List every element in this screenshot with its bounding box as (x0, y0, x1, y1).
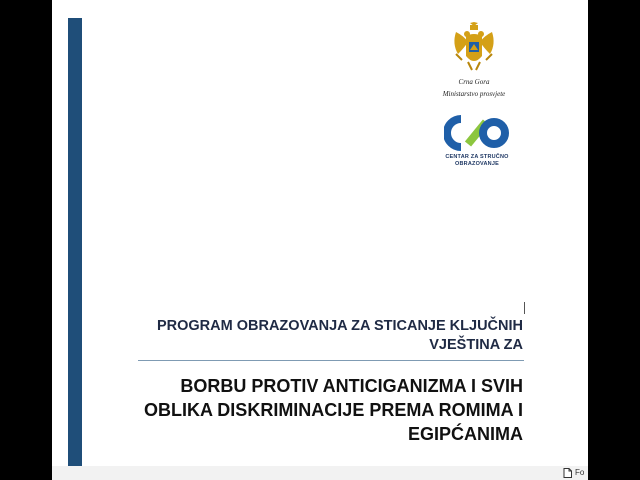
text-cursor (524, 302, 525, 314)
main-title (110, 374, 523, 446)
program-title-line-2: VJEŠTINA ZA (429, 337, 523, 353)
main-title-line-2: OBLIKA DISKRIMINACIJE PREMA ROMIMA I (143, 400, 523, 420)
main-title-line-3: EGIPĆANIMA (407, 424, 523, 444)
cso-name-line-2: OBRAZOVANJE (455, 161, 499, 167)
cso-name-line-1: CENTAR ZA STRUČNO (445, 154, 509, 160)
ministry-line-country: Crna Gora (458, 78, 490, 86)
montenegro-ministry-logo (424, 22, 524, 104)
program-title-line-1: PROGRAM OBRAZOVANJA ZA STICANJE KLJUČNIH (156, 318, 523, 334)
cso-emblem-icon (444, 114, 510, 152)
double-headed-eagle-icon (450, 22, 498, 74)
page-icon[interactable] (563, 468, 572, 478)
cso-logo (432, 110, 522, 170)
program-title (110, 317, 523, 355)
status-text: Fo (575, 468, 585, 477)
status-bar (52, 466, 588, 480)
ministry-line-name: Ministarstvo prosvjete (442, 90, 506, 98)
title-divider (138, 360, 524, 361)
main-title-line-1: BORBU PROTIV ANTICIGANIZMA I SVIH (180, 376, 523, 396)
accent-sidebar-bar (68, 18, 82, 466)
